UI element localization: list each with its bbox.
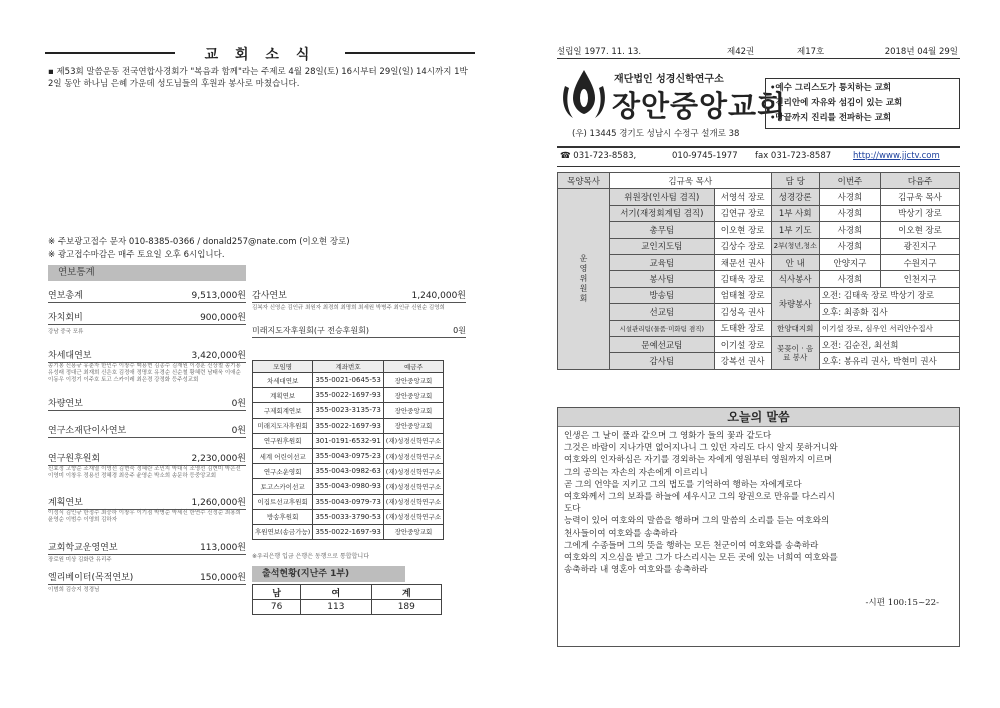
stats-label: 차량연보	[48, 399, 83, 409]
ad-contact: ※ 주보광고접수 문자 010-8385-0366 / donald257@nate.com (이오현 장로)	[48, 237, 350, 247]
attendance-total: 189	[371, 600, 441, 615]
stats-label: 계획연보	[48, 498, 83, 508]
pastor-name: 김규욱 목사	[610, 173, 772, 189]
attendance-male: 76	[253, 600, 301, 615]
account-header: 계좌번호	[313, 361, 383, 373]
verse-box	[557, 407, 960, 647]
verse-text	[558, 427, 959, 579]
duty-next-week: 인천지구	[881, 271, 960, 287]
account-number: 355-0043-0979-73	[313, 494, 383, 509]
flower-am: 오전: 김순진, 최선희	[819, 336, 959, 352]
contact-divider-2	[557, 166, 960, 167]
account-header: 모임명	[253, 361, 313, 373]
stats-note: 이정식 김인규 한정수 최승하 이창우 이기점 박병순 박세신 한연수 신정순 최용희 윤영순 이범수 이영희 김하자	[48, 510, 241, 523]
account-number: 355-0022-1697-93	[313, 524, 383, 539]
stats-amount: 3,420,000원	[191, 351, 246, 361]
account-group: 미래지도자후원회	[253, 418, 313, 433]
account-row	[253, 509, 444, 524]
roster-row	[558, 287, 960, 303]
stats-amount: 0원	[231, 426, 246, 436]
stats-item	[48, 542, 246, 572]
verse-line: 그의 공의는 자손의 자손에게 이르리니	[564, 467, 708, 478]
verse-line: 여호와께서 그의 보좌를 하늘에 세우시고 그의 왕권으로 만유를 다스리시	[564, 492, 835, 503]
church-logo-icon	[559, 68, 609, 122]
verse-line: 여호와의 인자하심은 자기를 경외하는 자에게 영원부터 영원까지 이르며	[564, 455, 833, 466]
account-holder: (재)성경신학연구소	[383, 433, 443, 448]
account-holder: (재)성경신학연구소	[383, 448, 443, 463]
verse-line: 그에게 수종들며 그의 뜻을 행하는 모든 천군이여 여호와를 송축하라	[564, 540, 819, 551]
contact-divider	[557, 146, 960, 148]
account-number: 355-0043-0980-93	[313, 479, 383, 494]
account-holder: 장안중앙교회	[383, 388, 443, 403]
stats-list-right	[252, 290, 466, 338]
stats-item	[48, 453, 246, 497]
team-member: 김상수 장로	[714, 238, 771, 254]
account-group: 구제회계연보	[253, 403, 313, 418]
stats-note: 장로원 미상 김화란 유리주	[48, 557, 112, 563]
team-member: 서영석 장로	[714, 189, 771, 205]
stats-amount: 9,513,000원	[191, 291, 246, 301]
team-name: 총무팀	[610, 222, 715, 238]
duty-next-week: 광진지구	[881, 238, 960, 254]
stats-item	[252, 290, 466, 325]
account-group: 계획연보	[253, 388, 313, 403]
church-address: (우) 13445 경기도 성남시 수정구 설개로 38	[572, 129, 740, 139]
fax-number: fax 031-723-8587	[755, 151, 832, 161]
phone-2: 010-9745-1977	[672, 151, 738, 161]
account-row	[253, 388, 444, 403]
roster-row	[558, 304, 960, 320]
duty-next-week: 김규욱 목사	[881, 189, 960, 205]
team-member: 이기설 장로	[714, 336, 771, 352]
duty-label: 담 당	[771, 173, 819, 189]
attendance-header: 여	[301, 585, 371, 600]
news-item: ▪ 제53회 말씀운동 전국연합사경회가 "복음과 함께"라는 주제로 4월 28일(토) 16시부터 29일(일) 14시까지 1박 2일 동안 하나님 은혜 가운데 성도님들의 후원과 봉사로 마쳤습니다.	[48, 67, 468, 89]
team-name: 봉사팀	[610, 271, 715, 287]
org-name: 재단법인 성경신학연구소	[614, 74, 724, 85]
roster-row	[558, 353, 960, 369]
ad-deadline: ※ 광고접수마감은 매주 토요일 오후 6시입니다.	[48, 250, 225, 260]
stats-item	[48, 497, 246, 542]
account-number: 355-0043-0982-63	[313, 464, 383, 479]
committee-label: 운영위원회	[558, 189, 610, 369]
phone-1: ☎ 031-723-8583,	[560, 151, 637, 161]
duty-this-week: 사경희	[819, 271, 880, 287]
stats-label: 연구원후원회	[48, 454, 101, 464]
stats-amount: 1,260,000원	[191, 498, 246, 508]
verse-line: 그것은 바람이 지나가면 없어지나니 그 있던 자리도 다시 알지 못하거니와	[564, 443, 838, 454]
stats-amount: 1,240,000원	[411, 291, 466, 301]
motto-1: •예수 그리스도가 통치하는 교회	[770, 83, 892, 93]
team-member: 김성옥 권사	[714, 304, 771, 320]
pastor-label: 목양목사	[558, 173, 610, 189]
duty-this-week: 사경희	[819, 189, 880, 205]
verse-line: 천사들이여 여호와를 송축하라	[564, 528, 678, 539]
account-number: 355-0043-0975-23	[313, 448, 383, 463]
roster-row	[558, 271, 960, 287]
account-number: 355-0022-1697-93	[313, 418, 383, 433]
account-group: 이집트선교후원회	[253, 494, 313, 509]
account-footnote: ※우리은행 입금 은행은 동행으로 통합합니다	[252, 553, 369, 560]
verse-line: 도다	[564, 504, 581, 515]
duty-name: 2부(청년,청소	[771, 238, 819, 254]
stats-item	[252, 325, 466, 338]
church-name: 장안중앙교회	[612, 89, 787, 123]
verse-line: 인생은 그 날이 풀과 같으며 그 영화가 들의 꽃과 같도다	[564, 431, 772, 441]
roster-row	[558, 238, 960, 254]
stats-amount: 113,000원	[200, 543, 246, 553]
motto-2: •진리안에 자유와 섬김이 있는 교회	[770, 98, 903, 108]
news-title-text: 교 회 소 식	[204, 47, 316, 63]
account-row	[253, 373, 444, 388]
vehicle-am: 오전: 김태욱 장로 박상기 장로	[819, 287, 959, 303]
duty-name: 식사봉사	[771, 271, 819, 287]
stats-amount: 900,000원	[200, 313, 246, 323]
team-name: 감사팀	[610, 353, 715, 369]
stats-amount: 2,230,000원	[191, 454, 246, 464]
team-member: 김태욱 장로	[714, 271, 771, 287]
team-name: 서기(재정회계팀 겸직)	[610, 205, 715, 221]
duty-next-week: 이오현 장로	[881, 222, 960, 238]
account-row	[253, 433, 444, 448]
team-member: 김연규 장로	[714, 205, 771, 221]
volume: 제42권	[727, 47, 755, 57]
stats-label: 미래지도자후원회(구 전승후원회)	[252, 326, 369, 335]
team-member: 엄태철 장로	[714, 287, 771, 303]
duty-this-week: 이기설 장로, 심우인 서리안수집사	[819, 320, 959, 336]
team-name: 시설관리팀(물품·미화팀 겸직)	[610, 320, 715, 336]
duty-name: 1부 기도	[771, 222, 819, 238]
roster-row	[558, 205, 960, 221]
duty-this-week: 사경희	[819, 222, 880, 238]
roster-row	[558, 222, 960, 238]
account-number: 301-0191-6532-91	[313, 433, 383, 448]
vehicle-pm: 오후: 최종화 집사	[819, 304, 959, 320]
stats-label: 자치회비	[48, 313, 83, 323]
website-link[interactable]: http://www.jjctv.com	[853, 151, 940, 161]
account-row	[253, 418, 444, 433]
team-name: 교육팀	[610, 254, 715, 270]
duty-this-week: 사경희	[819, 205, 880, 221]
flower-pm: 오후: 봉유리 권사, 박현미 권사	[819, 353, 959, 369]
team-member: 강복선 권사	[714, 353, 771, 369]
stats-label: 교회학교운영연보	[48, 543, 118, 553]
duty-next-week: 수원지구	[881, 254, 960, 270]
stats-list	[48, 290, 246, 602]
stats-title: 연보통계	[48, 265, 246, 281]
stats-label: 연보총계	[48, 291, 83, 301]
stats-label: 엘리베이터(목적연보)	[48, 573, 134, 583]
attendance-female: 113	[301, 600, 371, 615]
account-row	[253, 464, 444, 479]
this-week-label: 이번주	[819, 173, 880, 189]
attendance-header: 남	[253, 585, 301, 600]
account-row	[253, 524, 444, 539]
motto-3: •땅끝까지 진리를 전파하는 교회	[770, 113, 892, 123]
attendance-header-row	[253, 585, 442, 600]
stats-item	[48, 425, 246, 453]
account-holder: 장안중앙교회	[383, 524, 443, 539]
roster-row	[558, 336, 960, 352]
account-number: 355-0023-3135-73	[313, 403, 383, 418]
team-member: 이오현 장로	[714, 222, 771, 238]
roster-header-row	[558, 173, 960, 189]
duty-name: 한양대지회	[771, 320, 819, 336]
account-holder: (재)성경신학연구소	[383, 509, 443, 524]
duty-next-week: 박상기 장로	[881, 205, 960, 221]
account-header-row	[253, 361, 444, 373]
motto-box	[765, 78, 960, 129]
stats-note: 강남 중국 포류	[48, 329, 84, 335]
verse-line: 송축하라 내 영혼아 여호와를 송축하라	[564, 565, 708, 576]
stats-amount: 150,000원	[200, 573, 246, 583]
stats-item	[48, 312, 246, 350]
account-row	[253, 403, 444, 418]
team-name: 선교팀	[610, 304, 715, 320]
attendance-table	[252, 584, 442, 615]
account-group: 세계 어린이선교	[253, 448, 313, 463]
account-holder: 장안중앙교회	[383, 373, 443, 388]
stats-label: 차세대연보	[48, 351, 92, 361]
duty-this-week: 사경희	[819, 238, 880, 254]
roster-row	[558, 254, 960, 270]
masthead-info	[557, 45, 960, 59]
stats-item	[48, 398, 246, 425]
account-group: 차세대연보	[253, 373, 313, 388]
duty-this-week: 안양지구	[819, 254, 880, 270]
stats-amount: 0원	[453, 326, 466, 335]
team-member: 도태환 장로	[714, 320, 771, 336]
stats-item	[48, 290, 246, 312]
issue: 제17호	[797, 47, 825, 57]
stats-item	[48, 572, 246, 602]
team-name: 문예선교팀	[610, 336, 715, 352]
account-number: 355-0033-3790-53	[313, 509, 383, 524]
account-number: 355-0021-0645-53	[313, 373, 383, 388]
account-group: 후원연보(송금가능)	[253, 524, 313, 539]
roster-table	[557, 172, 960, 370]
verse-title: 오늘의 말씀	[558, 408, 959, 427]
news-section-title	[45, 44, 475, 62]
account-holder: (재)성경신학연구소	[383, 464, 443, 479]
duty-name: 1부 사회	[771, 205, 819, 221]
account-group: 연구원후원회	[253, 433, 313, 448]
account-holder: (재)성경신학연구소	[383, 479, 443, 494]
team-member: 채문선 권사	[714, 254, 771, 270]
verse-line: 능력이 있어 여호와의 말씀을 행하며 그의 말씀의 소리를 듣는 여호와의	[564, 516, 830, 527]
account-holder: 장안중앙교회	[383, 418, 443, 433]
account-holder: (재)성경신학연구소	[383, 494, 443, 509]
stats-note: 이범희 김승지 정경님	[48, 587, 100, 593]
duty-name: 성경강론	[771, 189, 819, 205]
account-row	[253, 479, 444, 494]
verse-line: 여호와의 지으심을 받고 그가 다스리시는 모든 곳에 있는 너희여 여호와를	[564, 553, 838, 564]
stats-note: 김복자 신영순 김인규 최원자 최경희 최명희 최세원 박병주 최인규 신원순 김영희	[252, 305, 445, 311]
stats-label: 감사연보	[252, 291, 287, 301]
account-header: 예금주	[383, 361, 443, 373]
stats-label: 연구소재단이사연보	[48, 426, 127, 436]
flower-label: 꽃꽂이 · 음료 봉사	[771, 336, 819, 369]
verse-reference: -시편 100:15~22-	[865, 598, 939, 608]
account-group: 연구소운영회	[253, 464, 313, 479]
duty-name: 안 내	[771, 254, 819, 270]
stats-item	[48, 350, 246, 398]
account-table	[252, 360, 444, 540]
roster-row	[558, 189, 960, 205]
team-name: 방송팀	[610, 287, 715, 303]
attendance-title: 출석현황(지난주 1부)	[252, 566, 405, 582]
account-row	[253, 494, 444, 509]
stats-note: 신효정 고향순 조재열 이영선 김현숙 정혜란 조민지 박대식 조영선 김현미 박은선 이영미 이창우 정용선 정혜경 최응주 윤영순 박소희 송문하 등중앙교회	[48, 466, 241, 479]
team-name: 교인지도팀	[610, 238, 715, 254]
account-group: 방송후원회	[253, 509, 313, 524]
account-row	[253, 448, 444, 463]
stats-note: 송기봉 신용규 유춘자 한민수 이창수 백용현 김종수 김재원 이경훈 신상철 송기용 유성래 정대근 최재희 신은호 김정애 정명호 유경순 신순철 황혜련 남태욱 이애순 이동우 이정기 이주호 토고 스카이레 최은경 강정화 등주성교회	[48, 363, 241, 383]
roster-row	[558, 320, 960, 336]
team-name: 위원장(인사팀 겸직)	[610, 189, 715, 205]
founded-date: 설립일 1977. 11. 13.	[557, 47, 642, 57]
account-holder: 장안중앙교회	[383, 403, 443, 418]
next-week-label: 다음주	[881, 173, 960, 189]
verse-line: 곧 그의 언약을 지키고 그의 법도를 기억하여 행하는 자에게로다	[564, 479, 802, 490]
account-number: 355-0022-1697-93	[313, 388, 383, 403]
vehicle-label: 차량봉사	[771, 287, 819, 320]
issue-date: 2018년 04월 29일	[884, 47, 958, 57]
attendance-header: 계	[371, 585, 441, 600]
stats-amount: 0원	[231, 399, 246, 409]
account-group: 토고스카이선교	[253, 479, 313, 494]
attendance-value-row	[253, 600, 442, 615]
